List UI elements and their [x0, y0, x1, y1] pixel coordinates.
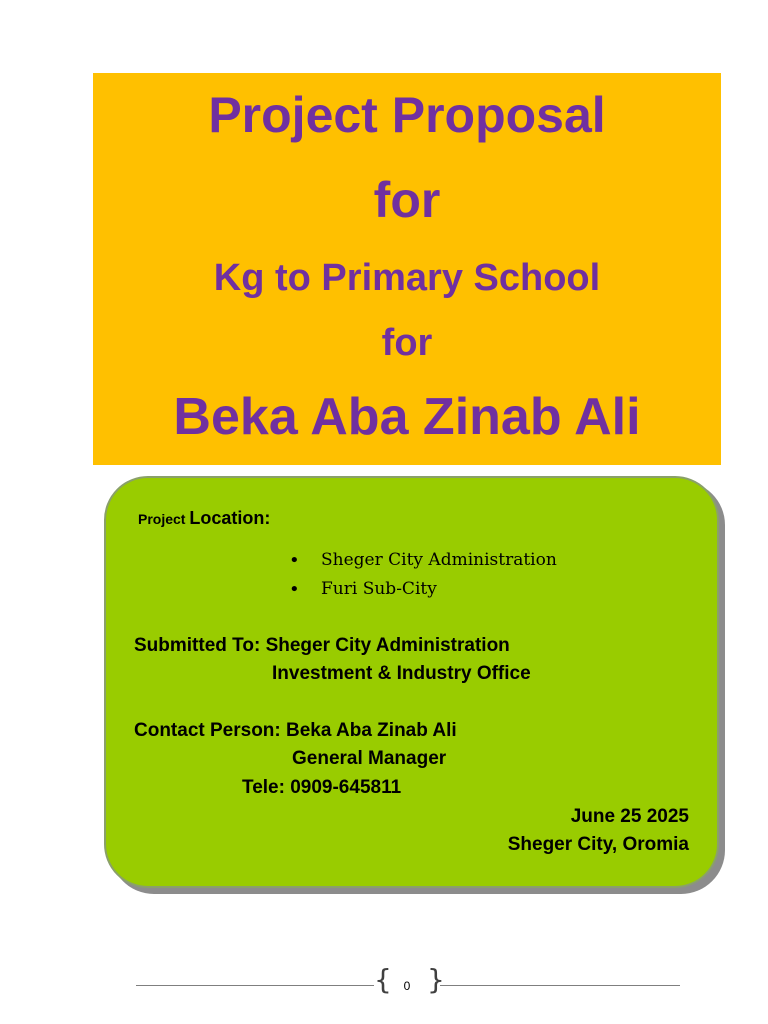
- proposal-date: June 25 2025: [570, 806, 689, 827]
- info-box: [104, 476, 719, 888]
- submitted-to-office: Investment & Industry Office: [272, 663, 531, 684]
- contact-phone: Tele: 0909-645811: [242, 777, 402, 798]
- title-line-for-1: for: [373, 172, 441, 228]
- page-number: 0: [403, 979, 411, 993]
- footer-rule-right: [440, 985, 680, 986]
- submitted-to-line: Submitted To: Sheger City Administration: [134, 635, 510, 656]
- contact-person-line: Contact Person: Beka Aba Zinab Ali: [134, 720, 457, 741]
- title-line-school: Kg to Primary School: [213, 257, 601, 299]
- location-heading-prefix: Project: [138, 511, 190, 527]
- footer-rule-left: [136, 985, 374, 986]
- proposal-place: Sheger City, Oromia: [507, 834, 689, 855]
- location-item: • Sheger City Administration: [289, 546, 557, 575]
- title-line-project-proposal: Project Proposal: [208, 87, 606, 143]
- location-list: [289, 546, 557, 604]
- footer-brace-left: {: [374, 963, 392, 996]
- footer-brace-right: }: [427, 963, 445, 996]
- title-block: [93, 73, 721, 465]
- location-item: • Furi Sub-City: [289, 575, 557, 604]
- title-line-owner: Beka Aba Zinab Ali: [173, 388, 641, 446]
- title-line-for-2: for: [381, 322, 433, 364]
- location-heading-label: Location:: [189, 508, 271, 528]
- contact-person-title: General Manager: [292, 748, 447, 769]
- location-heading: [138, 508, 270, 529]
